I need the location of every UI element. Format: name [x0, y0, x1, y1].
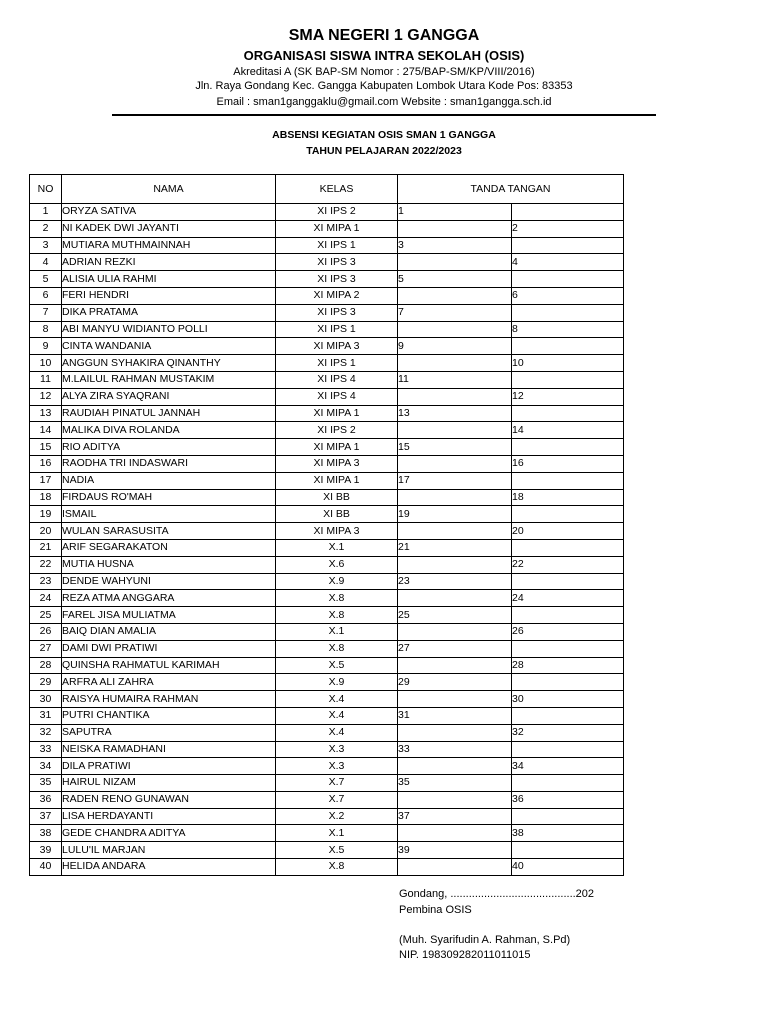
signature-cell-left: 7	[398, 304, 512, 321]
signature-cell-right	[512, 607, 624, 624]
row-kelas: X.2	[276, 808, 398, 825]
row-nama: RAODHA TRI INDASWARI	[62, 455, 276, 472]
table-row	[30, 321, 624, 338]
row-kelas: XI MIPA 3	[276, 338, 398, 355]
table-row	[30, 506, 624, 523]
signature-cell-right	[512, 371, 624, 388]
signature-cell-left: 19	[398, 506, 512, 523]
table-row	[30, 523, 624, 540]
signature-cell-left	[398, 287, 512, 304]
signature-cell-left: 27	[398, 640, 512, 657]
row-nama: ARIF SEGARAKATON	[62, 539, 276, 556]
table-row	[30, 489, 624, 506]
row-kelas: XI IPS 2	[276, 204, 398, 221]
row-no: 24	[30, 590, 62, 607]
row-nama: DILA PRATIWI	[62, 758, 276, 775]
row-no: 23	[30, 573, 62, 590]
row-kelas: XI MIPA 3	[276, 455, 398, 472]
row-kelas: X.4	[276, 724, 398, 741]
table-row	[30, 623, 624, 640]
row-no: 21	[30, 539, 62, 556]
row-no: 17	[30, 472, 62, 489]
row-no: 37	[30, 808, 62, 825]
table-row	[30, 254, 624, 271]
row-kelas: XI MIPA 3	[276, 523, 398, 540]
row-nama: LISA HERDAYANTI	[62, 808, 276, 825]
signature-cell-left: 17	[398, 472, 512, 489]
row-no: 40	[30, 859, 62, 876]
signature-cell-right: 18	[512, 489, 624, 506]
table-row	[30, 657, 624, 674]
row-no: 8	[30, 321, 62, 338]
row-no: 36	[30, 791, 62, 808]
row-no: 1	[30, 204, 62, 221]
row-kelas: XI MIPA 1	[276, 220, 398, 237]
signature-cell-left	[398, 489, 512, 506]
signature-cell-right: 6	[512, 287, 624, 304]
signature-cell-left: 25	[398, 607, 512, 624]
signature-cell-right	[512, 741, 624, 758]
row-kelas: XI IPS 4	[276, 371, 398, 388]
signature-cell-right: 10	[512, 355, 624, 372]
row-kelas: XI IPS 1	[276, 237, 398, 254]
signature-cell-right	[512, 204, 624, 221]
row-kelas: X.4	[276, 691, 398, 708]
signature-cell-left	[398, 724, 512, 741]
accreditation-line: Akreditasi A (SK BAP-SM Nomor : 275/BAP-SM/KP/VIII/2016)	[233, 66, 535, 78]
row-no: 33	[30, 741, 62, 758]
signature-cell-left	[398, 623, 512, 640]
table-header-row	[30, 175, 624, 204]
table-row	[30, 204, 624, 221]
signature-cell-left	[398, 657, 512, 674]
signature-cell-left: 9	[398, 338, 512, 355]
row-no: 25	[30, 607, 62, 624]
row-kelas: XI IPS 1	[276, 355, 398, 372]
row-no: 6	[30, 287, 62, 304]
row-no: 22	[30, 556, 62, 573]
table-row	[30, 707, 624, 724]
signature-cell-left: 23	[398, 573, 512, 590]
signature-cell-right: 14	[512, 422, 624, 439]
signature-cell-left: 21	[398, 539, 512, 556]
row-no: 34	[30, 758, 62, 775]
signature-cell-left: 35	[398, 775, 512, 792]
row-no: 38	[30, 825, 62, 842]
document-title: ABSENSI KEGIATAN OSIS SMAN 1 GANGGA	[272, 129, 496, 141]
row-nama: REZA ATMA ANGGARA	[62, 590, 276, 607]
row-no: 10	[30, 355, 62, 372]
table-row	[30, 355, 624, 372]
row-kelas: X.7	[276, 791, 398, 808]
signature-cell-left: 13	[398, 405, 512, 422]
signature-cell-right: 32	[512, 724, 624, 741]
row-no: 18	[30, 489, 62, 506]
row-no: 15	[30, 439, 62, 456]
signature-cell-right	[512, 338, 624, 355]
row-no: 20	[30, 523, 62, 540]
row-nama: GEDE CHANDRA ADITYA	[62, 825, 276, 842]
header-no: NO	[30, 175, 62, 204]
row-nama: DENDE WAHYUNI	[62, 573, 276, 590]
row-kelas: X.8	[276, 859, 398, 876]
signature-cell-right	[512, 707, 624, 724]
signature-nip: NIP. 198309282011011015	[399, 949, 531, 961]
row-nama: MALIKA DIVA ROLANDA	[62, 422, 276, 439]
row-kelas: XI IPS 1	[276, 321, 398, 338]
row-nama: ORYZA SATIVA	[62, 204, 276, 221]
row-no: 39	[30, 842, 62, 859]
signature-cell-right: 34	[512, 758, 624, 775]
header-kelas: KELAS	[276, 175, 398, 204]
row-kelas: XI IPS 3	[276, 304, 398, 321]
row-kelas: X.9	[276, 674, 398, 691]
row-kelas: XI BB	[276, 489, 398, 506]
row-nama: RAISYA HUMAIRA RAHMAN	[62, 691, 276, 708]
signature-cell-left	[398, 859, 512, 876]
row-no: 11	[30, 371, 62, 388]
row-no: 13	[30, 405, 62, 422]
row-nama: MUTIARA MUTHMAINNAH	[62, 237, 276, 254]
row-nama: ADRIAN REZKI	[62, 254, 276, 271]
letterhead-divider	[112, 114, 656, 116]
row-no: 4	[30, 254, 62, 271]
row-nama: RIO ADITYA	[62, 439, 276, 456]
table-row	[30, 405, 624, 422]
row-nama: HAIRUL NIZAM	[62, 775, 276, 792]
row-no: 16	[30, 455, 62, 472]
row-no: 7	[30, 304, 62, 321]
row-nama: NEISKA RAMADHANI	[62, 741, 276, 758]
signature-cell-right	[512, 808, 624, 825]
signature-cell-right	[512, 775, 624, 792]
row-nama: BAIQ DIAN AMALIA	[62, 623, 276, 640]
signature-cell-right: 40	[512, 859, 624, 876]
row-nama: DAMI DWI PRATIWI	[62, 640, 276, 657]
signature-cell-left: 5	[398, 271, 512, 288]
signature-cell-right: 38	[512, 825, 624, 842]
signature-cell-right	[512, 539, 624, 556]
row-nama: QUINSHA RAHMATUL KARIMAH	[62, 657, 276, 674]
signature-cell-right	[512, 237, 624, 254]
table-row	[30, 472, 624, 489]
row-kelas: X.7	[276, 775, 398, 792]
row-nama: NI KADEK DWI JAYANTI	[62, 220, 276, 237]
table-row	[30, 271, 624, 288]
signature-cell-right: 4	[512, 254, 624, 271]
table-row	[30, 724, 624, 741]
table-row	[30, 590, 624, 607]
signature-cell-left: 15	[398, 439, 512, 456]
signature-cell-right	[512, 674, 624, 691]
table-row	[30, 439, 624, 456]
row-kelas: X.1	[276, 539, 398, 556]
row-nama: RADEN RENO GUNAWAN	[62, 791, 276, 808]
signature-cell-right: 24	[512, 590, 624, 607]
row-nama: ARFRA ALI ZAHRA	[62, 674, 276, 691]
row-kelas: X.8	[276, 590, 398, 607]
table-row	[30, 808, 624, 825]
row-nama: NADIA	[62, 472, 276, 489]
row-kelas: XI MIPA 1	[276, 472, 398, 489]
signature-cell-right	[512, 573, 624, 590]
table-row	[30, 304, 624, 321]
signature-cell-left	[398, 691, 512, 708]
row-nama: RAUDIAH PINATUL JANNAH	[62, 405, 276, 422]
row-no: 12	[30, 388, 62, 405]
table-row	[30, 859, 624, 876]
signature-cell-right: 8	[512, 321, 624, 338]
signature-cell-left: 39	[398, 842, 512, 859]
table-row	[30, 422, 624, 439]
row-nama: MUTIA HUSNA	[62, 556, 276, 573]
signature-cell-right: 28	[512, 657, 624, 674]
row-kelas: X.3	[276, 758, 398, 775]
row-kelas: XI BB	[276, 506, 398, 523]
signature-name: (Muh. Syarifudin A. Rahman, S.Pd)	[399, 934, 571, 946]
header-tanda-tangan: TANDA TANGAN	[398, 175, 624, 204]
row-nama: WULAN SARASUSITA	[62, 523, 276, 540]
table-row	[30, 674, 624, 691]
table-row	[30, 388, 624, 405]
header-nama: NAMA	[62, 175, 276, 204]
attendance-table	[29, 174, 624, 876]
signature-cell-left	[398, 422, 512, 439]
row-nama: CINTA WANDANIA	[62, 338, 276, 355]
row-nama: FIRDAUS RO'MAH	[62, 489, 276, 506]
signature-cell-left	[398, 220, 512, 237]
row-nama: M.LAILUL RAHMAN MUSTAKIM	[62, 371, 276, 388]
row-nama: FAREL JISA MULIATMA	[62, 607, 276, 624]
row-no: 3	[30, 237, 62, 254]
signature-cell-right: 20	[512, 523, 624, 540]
signature-cell-right: 16	[512, 455, 624, 472]
row-kelas: XI MIPA 1	[276, 405, 398, 422]
signature-cell-left	[398, 758, 512, 775]
table-row	[30, 220, 624, 237]
signature-cell-left	[398, 590, 512, 607]
row-no: 5	[30, 271, 62, 288]
row-nama: ALISIA ULIA RAHMI	[62, 271, 276, 288]
row-kelas: XI IPS 2	[276, 422, 398, 439]
row-no: 29	[30, 674, 62, 691]
signature-cell-left	[398, 791, 512, 808]
row-nama: LULU'IL MARJAN	[62, 842, 276, 859]
table-row	[30, 338, 624, 355]
signature-cell-left	[398, 254, 512, 271]
contact-line: Email : sman1ganggaklu@gmail.com Website : sman1gangga.sch.id	[216, 96, 552, 108]
row-nama: ISMAIL	[62, 506, 276, 523]
row-kelas: X.3	[276, 741, 398, 758]
signature-cell-left	[398, 523, 512, 540]
signature-cell-right	[512, 271, 624, 288]
table-row	[30, 758, 624, 775]
table-row	[30, 455, 624, 472]
table-row	[30, 825, 624, 842]
row-kelas: X.6	[276, 556, 398, 573]
signature-cell-left	[398, 355, 512, 372]
organization-name: ORGANISASI SISWA INTRA SEKOLAH (OSIS)	[243, 48, 525, 63]
row-nama: FERI HENDRI	[62, 287, 276, 304]
signature-cell-right	[512, 405, 624, 422]
signature-cell-right: 12	[512, 388, 624, 405]
table-row	[30, 741, 624, 758]
signature-cell-left: 37	[398, 808, 512, 825]
row-kelas: XI MIPA 1	[276, 439, 398, 456]
signature-cell-left: 29	[398, 674, 512, 691]
document-year: TAHUN PELAJARAN 2022/2023	[306, 145, 462, 157]
table-row	[30, 640, 624, 657]
row-kelas: X.8	[276, 607, 398, 624]
table-row	[30, 607, 624, 624]
row-nama: SAPUTRA	[62, 724, 276, 741]
signature-cell-left	[398, 321, 512, 338]
row-no: 2	[30, 220, 62, 237]
table-row	[30, 237, 624, 254]
row-no: 9	[30, 338, 62, 355]
row-kelas: X.5	[276, 842, 398, 859]
table-row	[30, 775, 624, 792]
signature-cell-left: 3	[398, 237, 512, 254]
address-line: Jln. Raya Gondang Kec. Gangga Kabupaten Lombok Utara Kode Pos: 83353	[195, 80, 573, 92]
row-kelas: X.4	[276, 707, 398, 724]
signature-cell-right: 2	[512, 220, 624, 237]
row-no: 31	[30, 707, 62, 724]
row-nama: HELIDA ANDARA	[62, 859, 276, 876]
table-row	[30, 371, 624, 388]
signature-cell-left	[398, 455, 512, 472]
row-nama: PUTRI CHANTIKA	[62, 707, 276, 724]
row-no: 30	[30, 691, 62, 708]
signature-cell-right: 36	[512, 791, 624, 808]
row-kelas: X.1	[276, 825, 398, 842]
table-row	[30, 691, 624, 708]
table-row	[30, 791, 624, 808]
school-name: SMA NEGERI 1 GANGGA	[288, 27, 480, 44]
row-kelas: X.9	[276, 573, 398, 590]
signature-cell-right: 22	[512, 556, 624, 573]
signature-cell-right: 26	[512, 623, 624, 640]
signature-cell-right	[512, 506, 624, 523]
row-no: 26	[30, 623, 62, 640]
row-no: 28	[30, 657, 62, 674]
signature-cell-right	[512, 842, 624, 859]
table-row	[30, 842, 624, 859]
row-no: 32	[30, 724, 62, 741]
table-row	[30, 573, 624, 590]
row-nama: DIKA PRATAMA	[62, 304, 276, 321]
table-row	[30, 287, 624, 304]
signature-cell-left: 31	[398, 707, 512, 724]
row-kelas: XI IPS 3	[276, 254, 398, 271]
row-no: 27	[30, 640, 62, 657]
signature-cell-right	[512, 304, 624, 321]
row-kelas: XI MIPA 2	[276, 287, 398, 304]
signature-role: Pembina OSIS	[399, 904, 472, 916]
row-no: 19	[30, 506, 62, 523]
table-row	[30, 556, 624, 573]
row-nama: ANGGUN SYHAKIRA QINANTHY	[62, 355, 276, 372]
row-no: 14	[30, 422, 62, 439]
table-row	[30, 539, 624, 556]
row-kelas: X.1	[276, 623, 398, 640]
signature-cell-left	[398, 556, 512, 573]
signature-cell-right	[512, 640, 624, 657]
signature-cell-left	[398, 388, 512, 405]
row-nama: ALYA ZIRA SYAQRANI	[62, 388, 276, 405]
signature-cell-left: 1	[398, 204, 512, 221]
signature-cell-right: 30	[512, 691, 624, 708]
row-kelas: XI IPS 4	[276, 388, 398, 405]
signature-cell-right	[512, 439, 624, 456]
row-kelas: XI IPS 3	[276, 271, 398, 288]
row-no: 35	[30, 775, 62, 792]
signature-cell-left: 11	[398, 371, 512, 388]
signature-cell-right	[512, 472, 624, 489]
signature-cell-left	[398, 825, 512, 842]
row-kelas: X.8	[276, 640, 398, 657]
row-nama: ABI MANYU WIDIANTO POLLI	[62, 321, 276, 338]
signature-cell-left: 33	[398, 741, 512, 758]
signature-place-date: Gondang, .........................................202	[399, 888, 595, 900]
row-kelas: X.5	[276, 657, 398, 674]
